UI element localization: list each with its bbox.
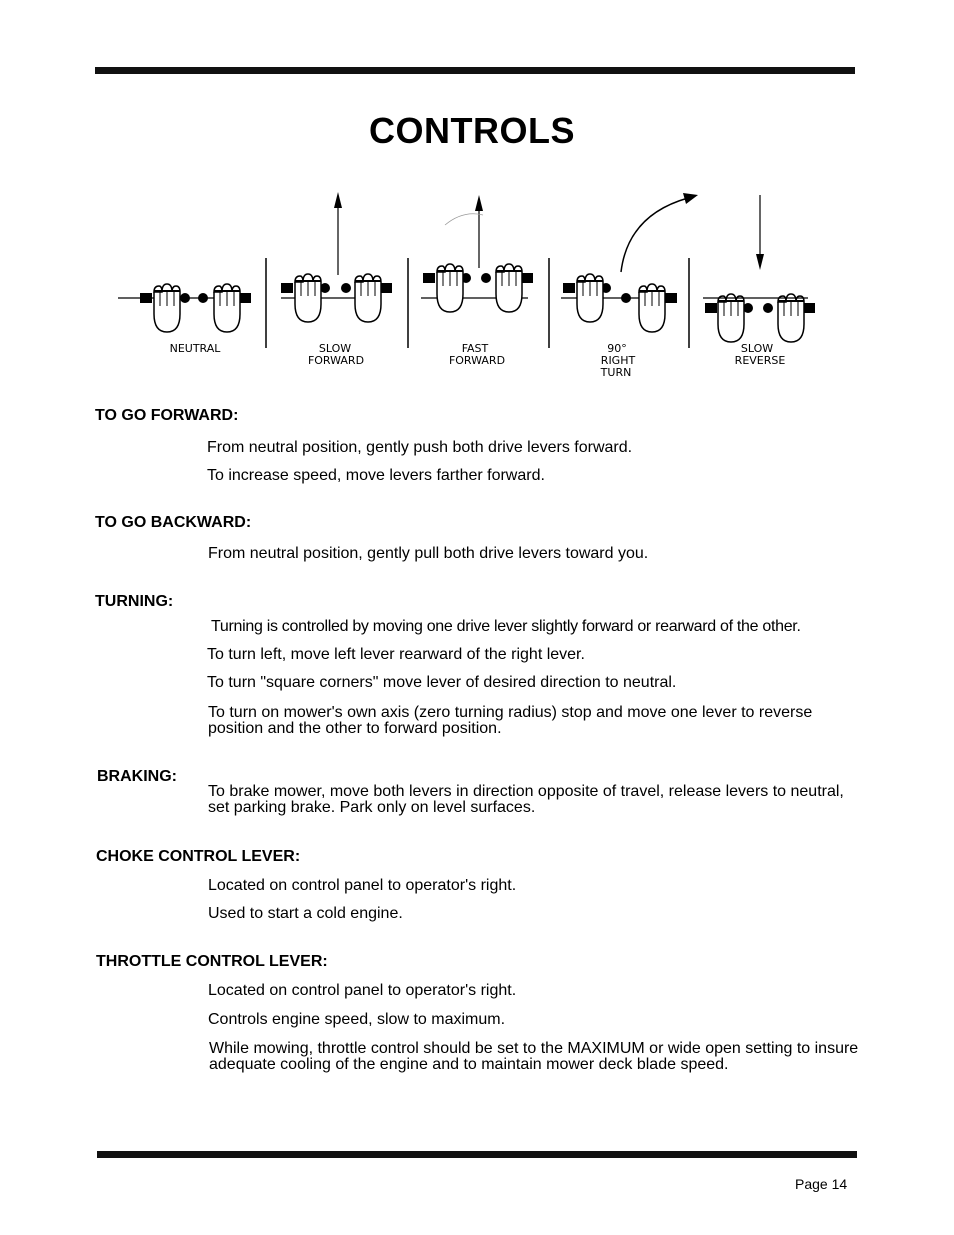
forward-text-2: To increase speed, move levers farther forward. bbox=[207, 467, 545, 484]
label-right-turn: 90° bbox=[607, 342, 627, 355]
left-hand-icon bbox=[437, 264, 463, 312]
throttle-text-3: While mowing, throttle control should be set to the MAXIMUM or wide open setting to insure adequate cooling of the engine and to maintain mower deck blade speed. bbox=[209, 1040, 859, 1073]
label-neutral: NEUTRAL bbox=[169, 342, 221, 355]
choke-text-2: Used to start a cold engine. bbox=[208, 905, 403, 922]
drive-lever-diagram bbox=[103, 180, 848, 385]
label-right-turn: TURN bbox=[600, 366, 632, 379]
page-number: Page 14 bbox=[795, 1176, 848, 1192]
right-hand-icon bbox=[639, 284, 665, 332]
heading-backward: TO GO BACKWARD: bbox=[95, 514, 252, 531]
left-hand-icon bbox=[154, 284, 180, 332]
label-fast-forward: FAST bbox=[461, 342, 489, 355]
label-fast-forward: FORWARD bbox=[448, 354, 506, 367]
turning-text-3: To turn "square corners" move lever of desired direction to neutral. bbox=[207, 674, 677, 691]
right-hand-icon bbox=[496, 264, 522, 312]
left-hand-icon bbox=[295, 274, 321, 322]
forward-text-1: From neutral position, gently push both drive levers forward. bbox=[207, 439, 633, 456]
heading-turning: TURNING: bbox=[95, 593, 174, 610]
turning-text-2: To turn left, move left lever rearward of the right lever. bbox=[207, 646, 585, 663]
top-rule bbox=[95, 67, 855, 74]
turning-text-4: To turn on mower's own axis (zero turning radius) stop and move one lever to reverse position and the other to forward position. bbox=[208, 704, 813, 737]
label-slow-reverse: REVERSE bbox=[734, 354, 786, 367]
backward-text-1: From neutral position, gently pull both drive levers toward you. bbox=[208, 545, 649, 562]
right-hand-icon bbox=[214, 284, 240, 332]
braking-text-1: To brake mower, move both levers in direction opposite of travel, release levers to neutral, set parking brake. Park only on level surfaces. bbox=[208, 783, 844, 816]
bottom-rule bbox=[97, 1151, 857, 1158]
label-right-turn: RIGHT bbox=[600, 354, 636, 367]
throttle-text-2: Controls engine speed, slow to maximum. bbox=[208, 1011, 506, 1028]
heading-forward: TO GO FORWARD: bbox=[95, 407, 239, 424]
heading-throttle: THROTTLE CONTROL LEVER: bbox=[96, 953, 328, 970]
page-title: CONTROLS bbox=[369, 110, 575, 151]
label-slow-forward: FORWARD bbox=[307, 354, 365, 367]
turning-text-1: Turning is controlled by moving one drive lever slightly forward or rearward of the other. bbox=[211, 618, 801, 635]
curved-arrow-icon bbox=[621, 198, 688, 272]
throttle-text-1: Located on control panel to operator's right. bbox=[208, 982, 517, 999]
heading-choke: CHOKE CONTROL LEVER: bbox=[96, 848, 301, 865]
choke-text-1: Located on control panel to operator's right. bbox=[208, 877, 517, 894]
left-hand-icon bbox=[577, 274, 603, 322]
right-hand-icon bbox=[355, 274, 381, 322]
heading-braking: BRAKING: bbox=[97, 768, 177, 785]
right-hand-icon bbox=[778, 294, 804, 342]
label-slow-forward: SLOW bbox=[318, 342, 352, 355]
left-hand-icon bbox=[718, 294, 744, 342]
label-slow-reverse: SLOW bbox=[740, 342, 774, 355]
